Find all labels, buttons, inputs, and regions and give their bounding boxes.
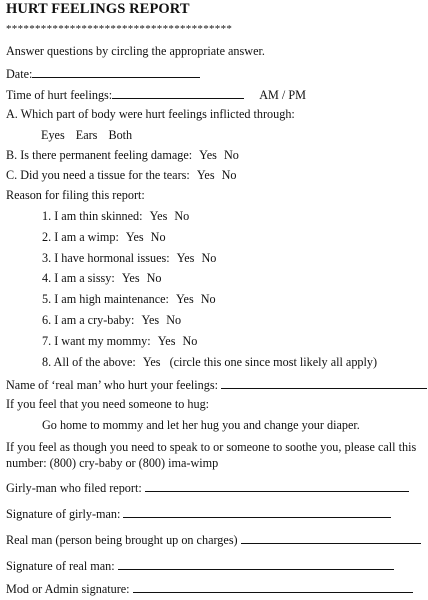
question-b-no[interactable]: No <box>223 148 239 162</box>
reason-yes[interactable]: Yes <box>121 271 140 285</box>
question-b-row <box>6 148 239 162</box>
reason-no[interactable]: No <box>150 230 166 244</box>
signature-label: Mod or Admin signature: <box>6 582 130 596</box>
reason-label: Reason for filing this report: <box>6 188 145 202</box>
signature-row <box>6 581 413 596</box>
option-both[interactable]: Both <box>108 128 133 142</box>
date-row <box>6 66 200 81</box>
reason-row <box>42 313 181 327</box>
reason-no[interactable]: No <box>201 251 217 265</box>
question-a: A. Which part of body were hurt feelings inflicted through: <box>6 107 295 121</box>
signature-label: Girly-man who filed report: <box>6 481 142 495</box>
reason-row <box>42 230 166 244</box>
reason-row <box>42 334 197 348</box>
hug-answer: Go home to mommy and let her hug you and change your diaper. <box>42 418 360 432</box>
reason-no[interactable]: No <box>174 209 190 223</box>
signature-label: Signature of real man: <box>6 559 115 573</box>
question-c-row <box>6 168 237 182</box>
signature-row <box>6 480 409 495</box>
reason-yes[interactable]: Yes <box>142 355 161 369</box>
reason-text: 3. I have hormonal issues: <box>42 251 170 265</box>
reason-no[interactable]: No <box>200 292 216 306</box>
time-blank[interactable] <box>112 87 244 99</box>
question-c-yes[interactable]: Yes <box>196 168 215 182</box>
real-man-name-row <box>6 377 427 392</box>
real-man-name-blank[interactable] <box>221 377 427 389</box>
reason-text: 7. I want my mommy: <box>42 334 151 348</box>
soothe-text-line1: If you feel as though you need to speak to or someone to soothe you, please call this <box>6 440 417 454</box>
reason-8-note: (circle this one since most likely all apply) <box>169 355 378 369</box>
reason-yes[interactable]: Yes <box>157 334 176 348</box>
reason-text: 5. I am high maintenance: <box>42 292 169 306</box>
signature-blank[interactable] <box>133 581 413 593</box>
signature-row <box>6 506 391 521</box>
signature-blank[interactable] <box>241 532 421 544</box>
report-title: HURT FEELINGS REPORT <box>6 1 190 17</box>
reason-yes[interactable]: Yes <box>141 313 160 327</box>
question-a-options <box>41 128 140 142</box>
reason-text: 6. I am a cry-baby: <box>42 313 135 327</box>
reason-row <box>42 292 216 306</box>
date-label: Date: <box>6 67 33 81</box>
reason-yes[interactable]: Yes <box>176 251 195 265</box>
option-ears[interactable]: Ears <box>75 128 98 142</box>
signature-blank[interactable] <box>118 558 394 570</box>
reason-text: 4. I am a sissy: <box>42 271 115 285</box>
question-b: B. Is there permanent feeling damage: <box>6 148 193 162</box>
soothe-text-line2: number: (800) cry-baby or (800) ima-wimp <box>6 456 219 470</box>
reason-row <box>42 355 377 369</box>
option-eyes[interactable]: Eyes <box>41 128 65 142</box>
reason-no[interactable]: No <box>166 313 182 327</box>
signature-blank[interactable] <box>123 506 391 518</box>
reason-yes[interactable]: Yes <box>125 230 144 244</box>
reason-yes[interactable]: Yes <box>149 209 168 223</box>
reason-text: 1. I am thin skinned: <box>42 209 143 223</box>
signature-blank[interactable] <box>145 480 409 492</box>
reason-no[interactable]: No <box>182 334 198 348</box>
time-label: Time of hurt feelings: <box>6 88 113 102</box>
real-man-name-label: Name of ‘real man’ who hurt your feelings: <box>6 378 218 392</box>
question-c: C. Did you need a tissue for the tears: <box>6 168 190 182</box>
signature-label: Signature of girly-man: <box>6 507 121 521</box>
time-row <box>6 87 306 102</box>
hug-question: If you feel that you need someone to hug: <box>6 397 210 411</box>
reason-text: 2. I am a wimp: <box>42 230 119 244</box>
reason-row <box>42 251 216 265</box>
am-pm-choice[interactable]: AM / PM <box>259 88 306 102</box>
question-c-no[interactable]: No <box>221 168 237 182</box>
reason-row <box>42 209 189 223</box>
signature-label: Real man (person being brought up on charges) <box>6 533 238 547</box>
reason-row <box>42 271 162 285</box>
reason-text: 8. All of the above: <box>42 355 136 369</box>
signature-row <box>6 532 421 547</box>
title-divider-stars: *************************************** <box>6 23 233 35</box>
date-blank[interactable] <box>32 66 200 78</box>
reason-yes[interactable]: Yes <box>175 292 194 306</box>
question-b-yes[interactable]: Yes <box>199 148 217 162</box>
instructions-text: Answer questions by circling the appropriate answer. <box>6 44 265 58</box>
reason-no[interactable]: No <box>146 271 162 285</box>
signature-row <box>6 558 394 573</box>
